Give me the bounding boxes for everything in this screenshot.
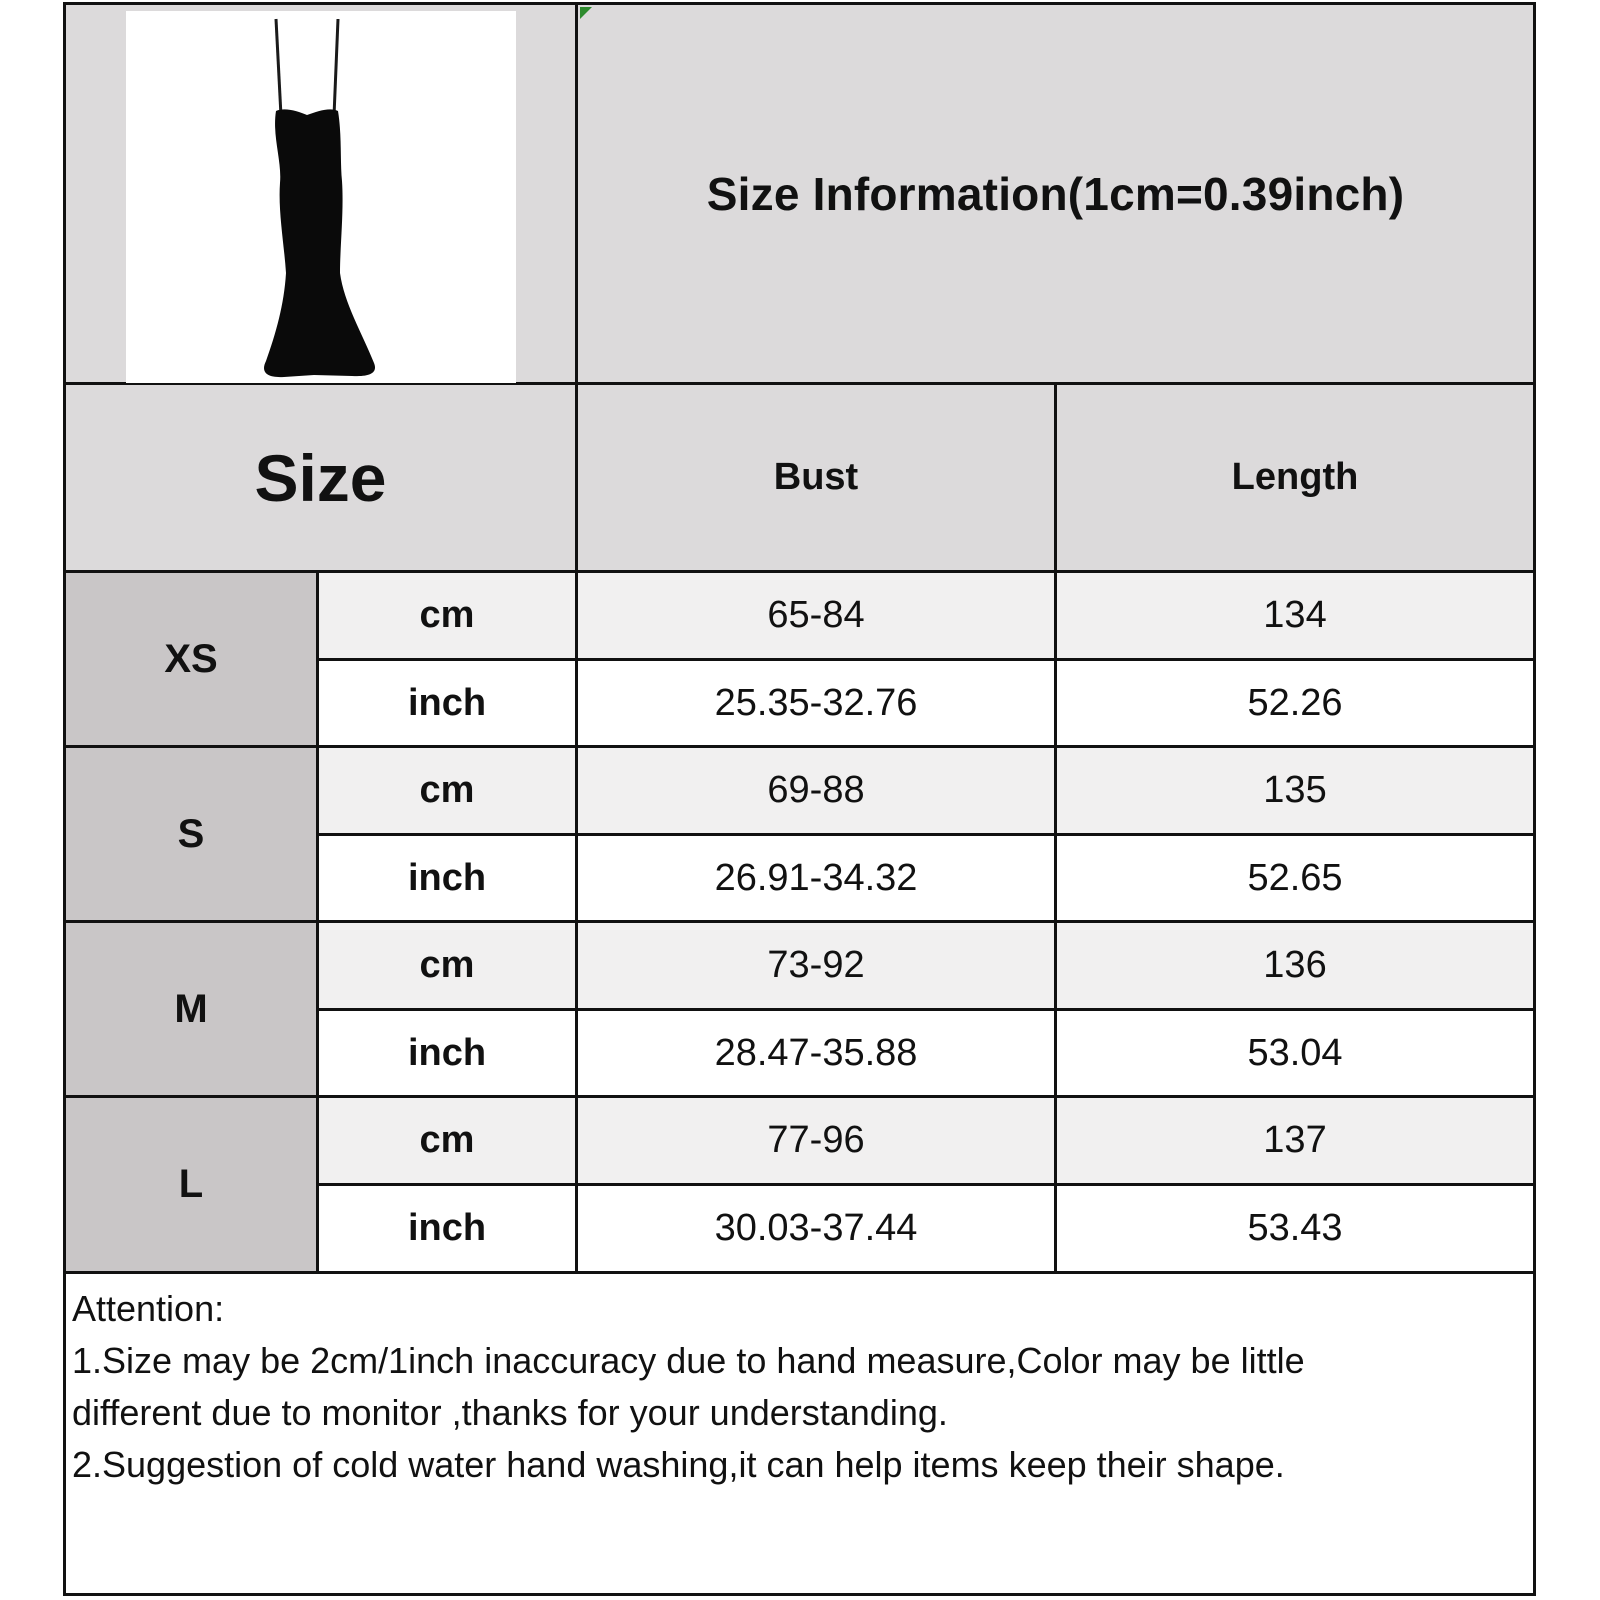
- corner-marker: [580, 7, 592, 19]
- bust-column-header: [578, 385, 1057, 573]
- unit-inch-label: inch: [319, 1186, 578, 1274]
- unit-cm-label: cm: [319, 1098, 578, 1186]
- s-inch-bust: 26.91-34.32: [578, 836, 1057, 923]
- unit-inch-label: inch: [319, 836, 578, 923]
- attention-heading: Attention:: [72, 1288, 225, 1329]
- black-maxi-dress-image: [126, 11, 516, 383]
- size-l-label: L: [66, 1098, 319, 1274]
- unit-inch-label: inch: [319, 661, 578, 748]
- size-xs-label: XS: [66, 573, 319, 748]
- size-chart-sheet: [63, 2, 1536, 1596]
- unit-inch-label: inch: [319, 1011, 578, 1098]
- l-inch-bust: 30.03-37.44: [578, 1186, 1057, 1274]
- title-cell: [578, 5, 1533, 385]
- l-cm-bust: 77-96: [578, 1098, 1057, 1186]
- length-column-header: [1057, 385, 1533, 573]
- l-cm-length: 137: [1057, 1098, 1533, 1186]
- unit-cm-label: cm: [319, 748, 578, 836]
- xs-inch-bust: 25.35-32.76: [578, 661, 1057, 748]
- size-header-label: Size: [254, 440, 387, 515]
- note-line-1: 1.Size may be 2cm/1inch inaccuracy due to hand measure,Color may be little: [72, 1340, 1305, 1381]
- unit-cm-label: cm: [319, 923, 578, 1011]
- m-inch-bust: 28.47-35.88: [578, 1011, 1057, 1098]
- size-m-label: M: [66, 923, 319, 1098]
- attention-notes: [72, 1283, 1527, 1491]
- note-line-2: different due to monitor ,thanks for your understanding.: [72, 1392, 948, 1433]
- xs-cm-length: 134: [1057, 573, 1533, 661]
- s-cm-length: 135: [1057, 748, 1533, 836]
- l-inch-length: 53.43: [1057, 1186, 1533, 1274]
- chart-title: Size Information(1cm=0.39inch): [706, 167, 1405, 220]
- bust-header-label: Bust: [773, 456, 859, 498]
- unit-cm-label: cm: [319, 573, 578, 661]
- xs-inch-length: 52.26: [1057, 661, 1533, 748]
- product-photo-background: [126, 11, 516, 383]
- m-cm-length: 136: [1057, 923, 1533, 1011]
- m-inch-length: 53.04: [1057, 1011, 1533, 1098]
- size-column-header: [66, 385, 578, 573]
- note-line-3: 2.Suggestion of cold water hand washing,it can help items keep their shape.: [72, 1444, 1285, 1485]
- s-cm-bust: 69-88: [578, 748, 1057, 836]
- size-s-label: S: [66, 748, 319, 923]
- m-cm-bust: 73-92: [578, 923, 1057, 1011]
- xs-cm-bust: 65-84: [578, 573, 1057, 661]
- product-photo-cell: [66, 5, 578, 385]
- s-inch-length: 52.65: [1057, 836, 1533, 923]
- length-header-label: Length: [1231, 456, 1359, 498]
